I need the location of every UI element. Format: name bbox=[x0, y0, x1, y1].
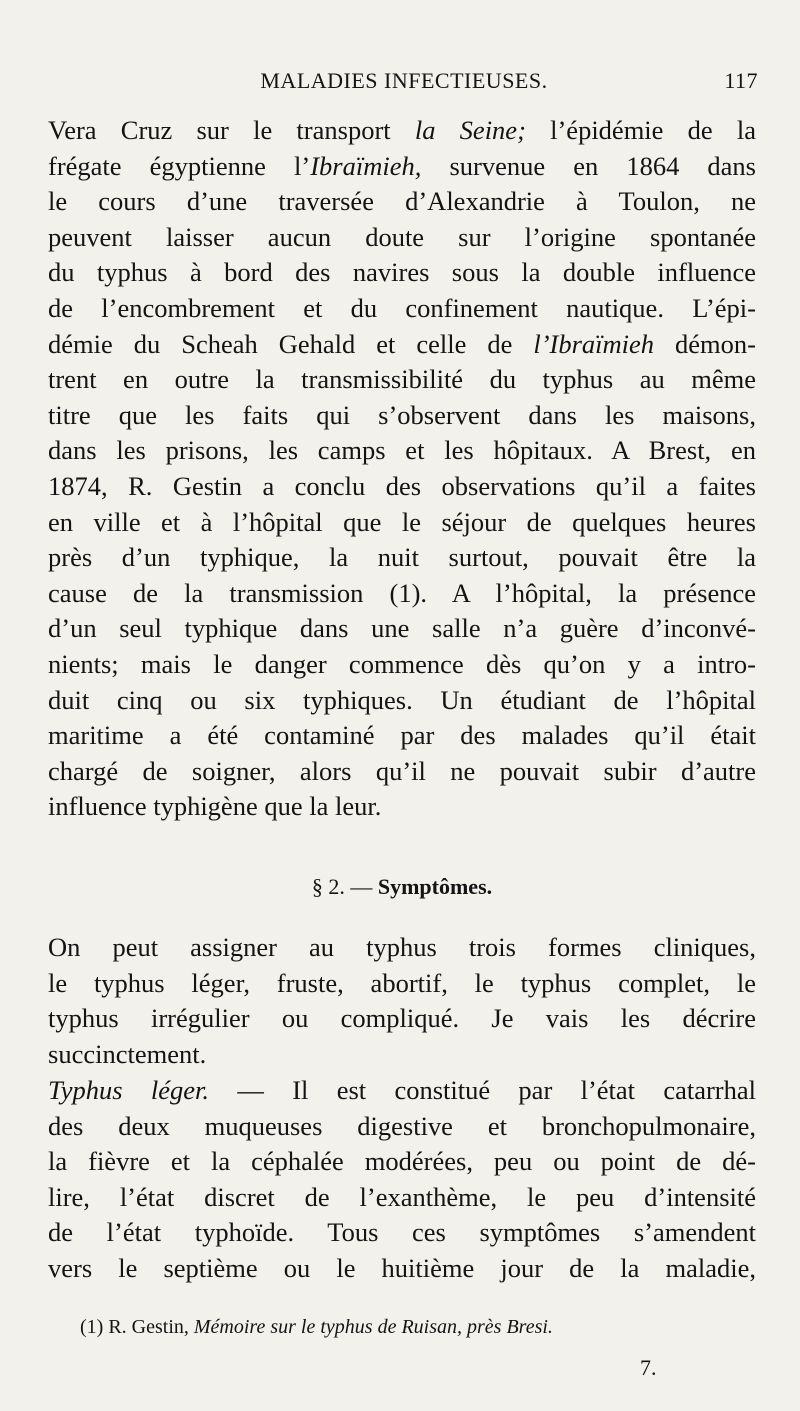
text-line bbox=[48, 469, 756, 505]
paragraph-typhus-leger bbox=[48, 1073, 756, 1287]
text-line bbox=[48, 683, 756, 719]
text-line bbox=[48, 433, 756, 469]
text-segment: — Il est constitué par l’état catarrhal bbox=[209, 1075, 757, 1105]
italic-text: l’Ibraïmieh bbox=[533, 328, 655, 359]
text-line bbox=[48, 789, 756, 825]
footnote bbox=[80, 1316, 740, 1339]
text-segment: le typhus léger, fruste, abortif, le typhus complet, le bbox=[48, 967, 756, 998]
text-line bbox=[48, 576, 756, 612]
text-line bbox=[48, 647, 756, 683]
text-segment: dans les prisons, les camps et les hôpitaux. A Brest, en bbox=[48, 435, 756, 466]
text-line bbox=[48, 113, 756, 149]
text-segment: nients; mais le danger commence dès qu’on y a intro- bbox=[48, 648, 756, 679]
page-number: 117 bbox=[724, 68, 758, 93]
text-line bbox=[48, 1251, 756, 1287]
text-segment: Vera Cruz sur le transport bbox=[48, 115, 415, 145]
text-segment: d’un seul typhique dans une salle n’a guère d’inconvé- bbox=[48, 613, 756, 644]
text-segment: 1874, R. Gestin a conclu des observations qu’il a faites bbox=[48, 470, 756, 501]
section-dash: — bbox=[350, 874, 373, 899]
section-heading bbox=[48, 874, 756, 900]
text-segment: succinctement. bbox=[48, 1038, 207, 1069]
text-segment: titre que les faits qui s’observent dans les maisons, bbox=[48, 399, 756, 430]
running-title: MALADIES INFECTIEUSES. bbox=[260, 68, 548, 93]
text-line bbox=[48, 505, 756, 541]
text-segment: vers le septième ou le huitième jour de la maladie, bbox=[48, 1252, 756, 1283]
text-segment: du typhus à bord des navires sous la double influence bbox=[48, 257, 756, 288]
text-line bbox=[48, 1109, 756, 1145]
paragraph-clinical-forms bbox=[48, 930, 756, 1072]
text-segment: survenue en 1864 dans bbox=[421, 150, 756, 181]
signature-mark: 7. bbox=[640, 1355, 657, 1380]
text-line bbox=[48, 611, 756, 647]
text-segment: duit cinq ou six typhiques. Un étudiant de l’hôpital bbox=[48, 684, 756, 715]
text-segment: typhus irrégulier ou compliqué. Je vais les décrire bbox=[48, 1003, 756, 1034]
text-line bbox=[48, 966, 756, 1002]
text-segment: cause de la transmission (1). A l’hôpital, la présence bbox=[48, 577, 756, 608]
text-segment: chargé de soigner, alors qu’il ne pouvait subir d’autre bbox=[48, 755, 756, 786]
running-head bbox=[50, 68, 758, 98]
text-line bbox=[48, 398, 756, 434]
text-line bbox=[48, 1144, 756, 1180]
text-line bbox=[48, 291, 756, 327]
footnote-title: Mémoire sur le typhus de Ruisan, près Bresi. bbox=[193, 1316, 553, 1338]
footnote-marker: (1) R. Gestin, bbox=[80, 1316, 194, 1338]
section-title: Symptômes. bbox=[377, 874, 493, 899]
text-segment: des deux muqueuses digestive et bronchopulmonaire, bbox=[48, 1110, 756, 1141]
text-line bbox=[48, 1215, 756, 1251]
text-segment: peuvent laisser aucun doute sur l’origine spontanée bbox=[48, 221, 756, 252]
text-segment: frégate égyptienne l’ bbox=[48, 150, 311, 181]
text-line bbox=[48, 362, 756, 398]
text-segment: de l’état typhoïde. Tous ces symptômes s’amendent bbox=[48, 1217, 756, 1248]
text-segment: influence typhigène que la leur. bbox=[48, 791, 382, 822]
text-line bbox=[48, 754, 756, 790]
section-number: § 2. bbox=[311, 874, 345, 899]
text-line bbox=[48, 540, 756, 576]
italic-text: la Seine; bbox=[414, 115, 526, 145]
paragraph-continued bbox=[48, 113, 756, 825]
text-line bbox=[48, 1073, 756, 1109]
italic-text: Ibraïmieh, bbox=[310, 150, 422, 181]
text-line bbox=[48, 255, 756, 291]
text-segment: trent en outre la transmissibilité du typhus au même bbox=[48, 364, 756, 395]
text-line bbox=[48, 327, 756, 363]
text-line bbox=[48, 930, 756, 966]
text-segment: lire, l’état discret de l’exanthème, le peu d’intensité bbox=[48, 1181, 756, 1212]
text-segment: l’épidémie de la bbox=[525, 115, 756, 145]
text-segment: près d’un typhique, la nuit surtout, pouvait être la bbox=[48, 542, 756, 573]
text-segment: de l’encombrement et du confinement nautique. L’épi- bbox=[48, 292, 756, 323]
italic-text: Typhus léger. bbox=[48, 1075, 210, 1105]
text-line bbox=[48, 718, 756, 754]
text-line bbox=[48, 1037, 756, 1073]
text-segment: le cours d’une traversée d’Alexandrie à Toulon, ne bbox=[48, 186, 756, 217]
text-line bbox=[48, 184, 756, 220]
text-segment: maritime a été contaminé par des malades qu’il était bbox=[48, 720, 756, 751]
text-line bbox=[48, 1001, 756, 1037]
text-line bbox=[48, 1180, 756, 1216]
text-segment: la fièvre et la céphalée modérées, peu ou point de dé- bbox=[48, 1146, 756, 1177]
text-segment: démie du Scheah Gehald et celle de bbox=[48, 328, 534, 359]
text-line bbox=[48, 220, 756, 256]
text-segment: en ville et à l’hôpital que le séjour de quelques heures bbox=[48, 506, 756, 537]
text-line bbox=[48, 149, 756, 185]
text-segment: On peut assigner au typhus trois formes cliniques, bbox=[48, 932, 756, 962]
text-segment: démon- bbox=[654, 328, 756, 359]
